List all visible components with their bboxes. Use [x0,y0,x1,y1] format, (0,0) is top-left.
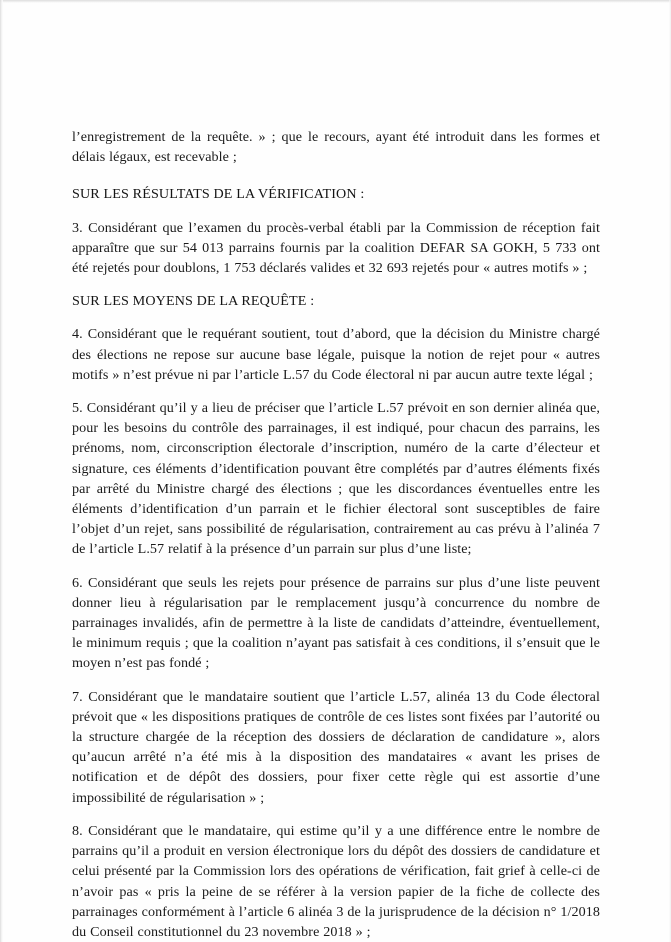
paragraph-7: 7. Considérant que le mandataire soutient que l’article L.57, alinéa 13 du Code électoral prévoit que « les dispositions pratiques de contrôle de ces listes sont fixées par l’autorité ou la structure chargée de la réception des dossiers de déclaration de candidature », alors qu’aucun arrêté n’a été mis à la disposition des mandataires « avant les prises de notification et de dépôt des dossiers, pour fixer cette règle qui est assortie d’une impossibilité de régularisation » ; [72,688,600,806]
paragraph-3: 3. Considérant que l’examen du procès-verbal établi par la Commission de réception fait apparaître que sur 54 013 parrains fournis par la coalition DEFAR SA GOKH, 5 733 ont été rejetés pour doublons, 1 753 déclarés valides et 32 693 rejetés pour « autres motifs » ; [72,219,600,277]
paragraph-4: 4. Considérant que le requérant soutient, tout d’abord, que la décision du Ministre chargé des élections ne repose sur aucune base légale, puisque la notion de rejet pour « autres motifs » n’est prévue ni par l’article L.57 du Code électoral ni par aucun autre texte légal ; [72,326,600,383]
scan-edge-left [0,0,3,942]
paragraph-8: 8. Considérant que le mandataire, qui estime qu’il y a une différence entre le nombre de parrains qu’il a produit en version électronique lors du dépôt des dossiers de candidature et celui présenté par la Commission lors des opérations de vérification, fait grief à celle-ci de n’avoir pas « pris la peine de se référer à la version papier de la fiche de collecte des parrainages conformément à l’article 6 alinéa 3 de la jurisprudence de la décision n° 1/2018 du Conseil constitutionnel du 23 novembre 2018 » ; [72,822,600,940]
paragraph-continuation: l’enregistrement de la requête. » ; que le recours, ayant été introduit dans les formes et délais légaux, est recevable ; [72,129,600,166]
section-heading-grounds: SUR LES MOYENS DE LA REQUÊTE : [72,293,315,310]
paragraph-6: 6. Considérant que seuls les rejets pour présence de parrains sur plus d’une liste peuvent donner lieu à régularisation par le remplacement jusqu’à concurrence du nombre de parrainages invalidés, afin de permettre à la liste de candidats d’atteindre, éventuellement, le minimum requis ; que la coalition n’ayant pas satisfait à ces conditions, il s’ensuit que le moyen n’est pas fondé ; [72,574,600,672]
scan-edge-top [0,0,671,3]
signature-block [0,826,671,942]
paragraph-5: 5. Considérant qu’il y a lieu de préciser que l’article L.57 prévoit en son dernier alinéa que, pour les besoins du contrôle des parrainages, il est indiqué, pour chacun des parrains, les prénoms, nom, circonscription électorale d’inscription, numéro de la carte d’électeur et signature, ces éléments d’identification pouvant être complétés par d’autres éléments fixés par arrêté du Ministre chargé des élections ; que les discordances éventuelles entre les éléments d’identification d’un parrain et le fichier électoral sont susceptibles de faire l’objet d’un rejet, sans possibilité de régularisation, contrairement au cas prévu à l’alinéa 7 de l’article L.57 relatif à la présence d’un parrain sur plus d’une liste; [72,400,600,558]
section-heading-results: SUR LES RÉSULTATS DE LA VÉRIFICATION : [72,186,365,203]
document-text-body [72,127,600,942]
